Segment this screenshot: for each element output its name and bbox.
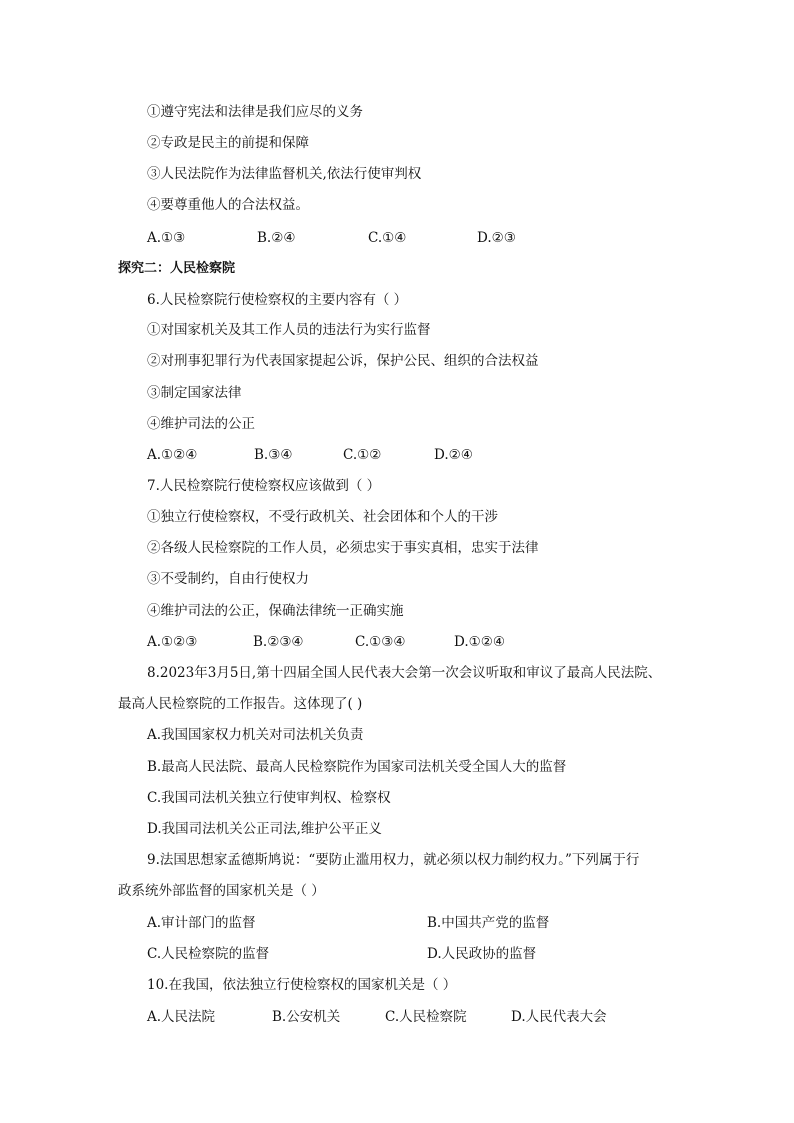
q8-option-b: B.最高人民法院、最高人民检察院作为国家司法机关受全国人大的监督 bbox=[147, 759, 567, 775]
q7-option-a: A.①②③ bbox=[147, 634, 198, 650]
q6-option-c: C.①② bbox=[343, 447, 382, 463]
q10-option-b: B.公安机关 bbox=[272, 1009, 341, 1025]
q7-item-1: ①独立行使检察权，不受行政机关、社会团体和个人的干涉 bbox=[147, 509, 498, 525]
q5-option-b: B.②④ bbox=[257, 230, 296, 246]
q5-option-c: C.①④ bbox=[368, 230, 407, 246]
section-heading: 探究二：人民检察院 bbox=[118, 261, 236, 276]
q5-item-4: ④要尊重他人的合法权益。 bbox=[147, 197, 309, 213]
q5-option-d: D.②③ bbox=[477, 230, 516, 246]
q6-option-b: B.③④ bbox=[254, 447, 293, 463]
q6-item-2: ②对刑事犯罪行为代表国家提起公诉，保护公民、组织的合法权益 bbox=[147, 353, 539, 369]
q6-option-d: D.②④ bbox=[434, 447, 473, 463]
q7-item-3: ③不受制约，自由行使权力 bbox=[147, 571, 309, 587]
q7-item-2: ②各级人民检察院的工作人员，必须忠实于事实真相，忠实于法律 bbox=[147, 540, 539, 556]
q8-stem-line-1: 8.2023年3月5日,第十四届全国人民代表大会第一次会议听取和审议了最高人民法院、 bbox=[147, 665, 662, 681]
q5-item-2: ②专政是民主的前提和保障 bbox=[147, 135, 309, 151]
q6-option-a: A.①②④ bbox=[147, 447, 198, 463]
q9-option-d: D.人民政协的监督 bbox=[427, 946, 537, 962]
q9-option-a: A.审计部门的监督 bbox=[147, 915, 256, 931]
q6-item-4: ④维护司法的公正 bbox=[147, 416, 255, 432]
q7-option-b: B.②③④ bbox=[253, 634, 304, 650]
q5-item-3: ③人民法院作为法律监督机关,依法行使审判权 bbox=[147, 166, 422, 182]
q8-stem-line-2: 最高人民检察院的工作报告。这体现了( ) bbox=[118, 696, 363, 712]
q6-item-1: ①对国家机关及其工作人员的违法行为实行监督 bbox=[147, 322, 431, 338]
q7-option-d: D.①②④ bbox=[454, 634, 505, 650]
q6-stem: 6.人民检察院行使检察权的主要内容有（ ） bbox=[147, 292, 408, 308]
q8-option-c: C.我国司法机关独立行使审判权、检察权 bbox=[147, 790, 391, 806]
q10-stem: 10.在我国，依法独立行使检察权的国家机关是（ ） bbox=[147, 977, 457, 993]
q7-item-4: ④维护司法的公正，保确法律统一正确实施 bbox=[147, 603, 404, 619]
q10-option-d: D.人民代表大会 bbox=[511, 1009, 607, 1025]
q7-stem: 7.人民检察院行使检察权应该做到（ ） bbox=[147, 478, 381, 494]
q6-item-3: ③制定国家法律 bbox=[147, 385, 242, 401]
q8-option-a: A.我国国家权力机关对司法机关负责 bbox=[147, 727, 364, 743]
q5-item-1: ①遵守宪法和法律是我们应尽的义务 bbox=[147, 104, 363, 120]
q5-option-a: A.①③ bbox=[147, 230, 186, 246]
q8-option-d: D.我国司法机关公正司法,维护公平正义 bbox=[147, 821, 382, 837]
q10-option-c: C.人民检察院 bbox=[385, 1009, 467, 1025]
q7-option-c: C.①③④ bbox=[355, 634, 406, 650]
q9-stem-line-2: 政系统外部监督的国家机关是（ ） bbox=[118, 883, 325, 899]
q10-option-a: A.人民法院 bbox=[147, 1009, 216, 1025]
q9-stem-line-1: 9.法国思想家孟德斯鸠说：“要防止滥用权力，就必须以权力制约权力。”下列属于行 bbox=[147, 852, 640, 868]
q9-option-c: C.人民检察院的监督 bbox=[147, 946, 270, 962]
q9-option-b: B.中国共产党的监督 bbox=[427, 915, 550, 931]
